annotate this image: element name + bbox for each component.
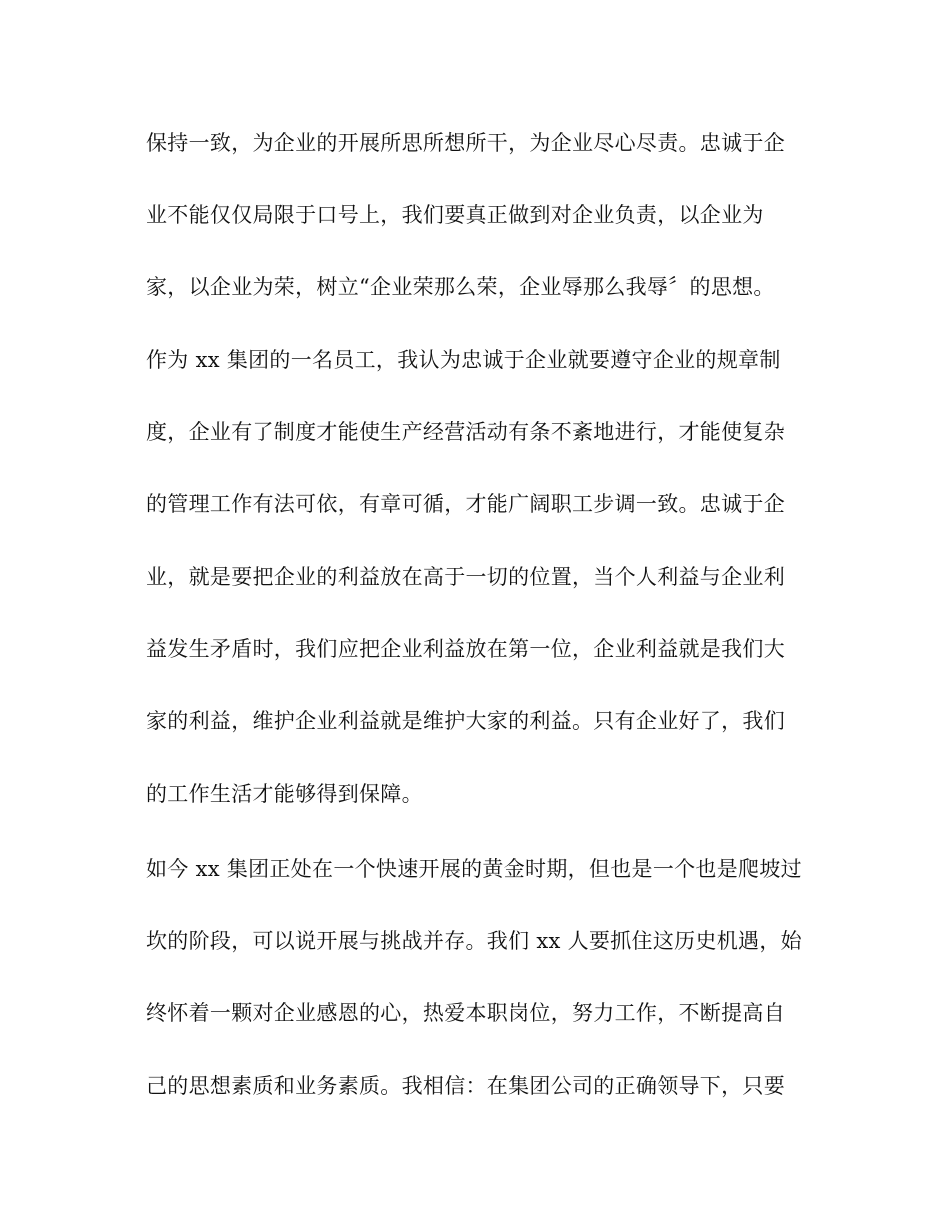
- text-line: 的工作生活才能够得到保障。: [146, 782, 423, 806]
- text-line: 的管理工作有法可依，有章可循，才能广阔职工步调一致。忠诚于企: [146, 492, 785, 516]
- text-line: 如今 xx 集团正处在一个快速开展的黄金时期，但也是一个也是爬坡过: [146, 857, 802, 881]
- text-line: 坎的阶段，可以说开展与挑战并存。我们 xx 人要抓住这历史机遇，始: [146, 929, 802, 953]
- text-line: 业，就是要把企业的利益放在高于一切的位置，当个人利益与企业利: [146, 565, 785, 589]
- text-line: 己的思想素质和业务素质。我相信：在集团公司的正确领导下，只要: [146, 1074, 785, 1098]
- text-line: 度，企业有了制度才能使生产经营活动有条不紊地进行，才能使复杂: [146, 420, 785, 444]
- text-line: 家，以企业为荣，树立“企业荣那么荣，企业辱那么我辱〞的思想。: [146, 275, 775, 299]
- text-line: 益发生矛盾时，我们应把企业利益放在第一位，企业利益就是我们大: [146, 637, 785, 661]
- text-line: 终怀着一颗对企业感恩的心，热爱本职岗位，努力工作，不断提高自: [146, 1001, 785, 1025]
- text-line: 作为 xx 集团的一名员工，我认为忠诚于企业就要遵守企业的规章制: [146, 348, 781, 372]
- text-line: 保持一致，为企业的开展所思所想所干，为企业尽心尽责。忠诚于企: [146, 131, 785, 155]
- text-line: 家的利益，维护企业利益就是维护大家的利益。只有企业好了，我们: [146, 709, 785, 733]
- text-line: 业不能仅仅局限于口号上，我们要真正做到对企业负责，以企业为: [146, 203, 764, 227]
